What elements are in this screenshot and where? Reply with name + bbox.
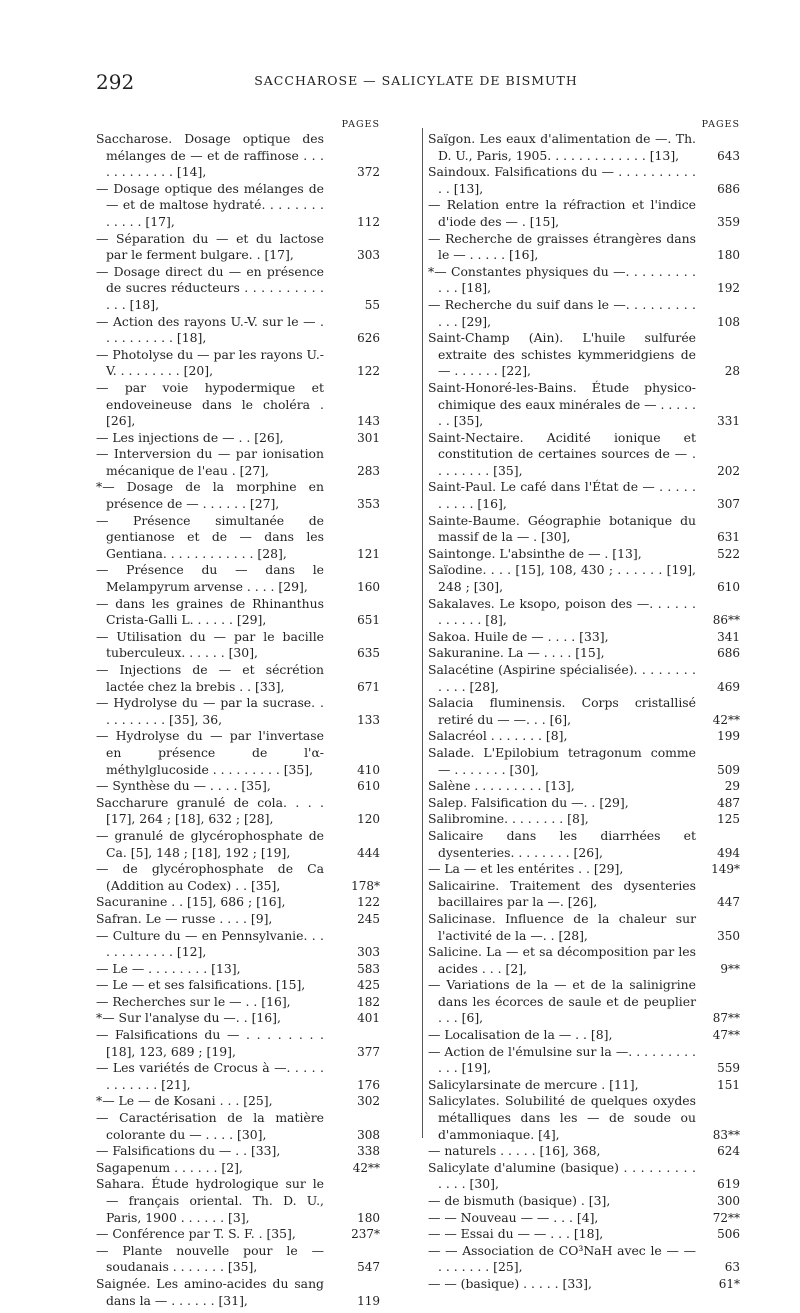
index-entry [96, 1276, 380, 1309]
page-header [96, 70, 736, 98]
entry-text: Sakuranine. La — . . . . [15], [428, 645, 605, 661]
index-entry [428, 629, 740, 646]
index-entry [428, 778, 740, 795]
entry-page: 353 [357, 497, 380, 512]
entry-page: 143 [357, 414, 380, 429]
index-entry [96, 181, 380, 231]
entry-text: Salibromine. . . . . . . . [8], [428, 811, 589, 827]
entry-page: 506 [717, 1227, 740, 1242]
entry-page: 619 [717, 1177, 740, 1192]
entry-text: — par voie hypodermique et endoveineuse dans le choléra . [26], [96, 379, 324, 429]
entry-page: 178* [351, 878, 380, 893]
entry-text: Saccharose. Dosage optique des mélanges de — et de raffinose . . . . . . . . . . . . [14], [96, 131, 324, 180]
index-entry [428, 1027, 740, 1044]
entry-text: — granulé de glycérophosphate de Ca. [5], 148 ; [18], 192 ; [19], [96, 827, 324, 860]
index-entry [96, 977, 380, 994]
index-entry [96, 1010, 380, 1027]
entry-page: 338 [357, 1144, 380, 1159]
index-entry [96, 728, 380, 778]
index-entry [428, 1093, 740, 1143]
index-entry [96, 446, 380, 479]
entry-page: 29 [724, 779, 740, 794]
entry-page: 522 [717, 546, 740, 561]
entry-text: — La — et les entérites . . [29], [428, 861, 624, 877]
entry-page: 237* [351, 1227, 380, 1242]
entry-text: — Le — et ses falsifications. [15], [96, 977, 306, 993]
index-entry [428, 1243, 740, 1276]
entry-text: — Recherche du suif dans le —. . . . . . . . . . . . [29], [428, 296, 696, 329]
entry-page: 643 [717, 148, 740, 163]
entry-text: — Hydrolyse du — par la sucrase. . . . . . . . . . [35], 36, [96, 695, 324, 727]
index-entry [96, 828, 380, 861]
entry-page: 133 [357, 712, 380, 727]
entry-page: 377 [357, 1044, 380, 1059]
entry-page: 509 [717, 762, 740, 777]
entry-page: 341 [717, 629, 740, 644]
index-entry [428, 1077, 740, 1094]
index-entry [96, 1160, 380, 1177]
entry-text: — — Nouveau — — . . . [4], [428, 1209, 599, 1225]
entry-page: 42** [352, 1160, 380, 1175]
index-entry [96, 1027, 380, 1060]
index-entry [428, 1210, 740, 1227]
entry-text: Saintonge. L'absinthe de — . [13], [428, 545, 642, 561]
entry-page: 121 [357, 546, 380, 561]
entry-text: Saccharure granulé de cola. . . . [17], 264 ; [18], 632 ; [28], [96, 794, 324, 827]
index-entry [96, 479, 380, 512]
index-entry [428, 380, 740, 430]
entry-text: — Caractérisation de la matière colorante du — . . . . [30], [96, 1110, 324, 1142]
index-entry [428, 662, 740, 695]
index-entry [428, 297, 740, 330]
index-entry [428, 1143, 740, 1160]
entry-page: 182 [357, 994, 380, 1009]
entry-text: Sakalaves. Le ksopo, poison des —. . . . . . . . . . . . [8], [428, 595, 696, 628]
pages-label-left: PAGES [341, 119, 380, 130]
entry-page: 283 [357, 463, 380, 478]
entry-text: — Le — . . . . . . . . [13], [96, 960, 241, 976]
entry-text: Safran. Le — russe . . . . [9], [96, 910, 273, 926]
entry-text: Salacréol . . . . . . . [8], [428, 728, 568, 744]
index-entry [96, 961, 380, 978]
entry-text: — Présence simultanée de gentianose et de — dans les Gentiana. . . . . . . . . . . . [28], [96, 512, 324, 561]
index-entry [96, 629, 380, 662]
entry-page: 199 [717, 729, 740, 744]
running-title: SACCHAROSE — SALICYLATE DE BISMUTH [254, 73, 578, 88]
index-entry [428, 197, 740, 230]
entry-page: 176 [357, 1077, 380, 1092]
entry-text: Sakoa. Huile de — . . . . [33], [428, 628, 609, 644]
entry-text: Sagapenum . . . . . . [2], [96, 1159, 243, 1175]
entry-text: Sacuranine . . [15], 686 ; [16], [96, 894, 286, 910]
index-entry [96, 861, 380, 894]
entry-text: — Action des rayons U.-V. sur le — . . . . . . . . . . [18], [96, 313, 324, 346]
index-entry [428, 513, 740, 546]
index-entry [428, 645, 740, 662]
entry-page: 63 [724, 1260, 740, 1275]
entry-text: Saïodine. . . . [15], 108, 430 ; . . . . . . [19], 248 ; [30], [428, 562, 696, 595]
entry-page: 302 [357, 1094, 380, 1109]
index-entry [428, 1160, 740, 1193]
index-entry [96, 513, 380, 563]
entry-page: 122 [357, 364, 380, 379]
index-entry [96, 1060, 380, 1093]
pages-label-right: PAGES [701, 119, 740, 130]
entry-text: — Utilisation du — par le bacille tuberculeux. . . . . . [30], [96, 628, 324, 661]
entry-text: — Dosage direct du — en présence de sucres réducteurs . . . . . . . . . . . . . [18], [96, 263, 324, 312]
entry-page: 425 [357, 978, 380, 993]
right-column [428, 118, 740, 1293]
entry-page: 308 [357, 1127, 380, 1142]
entry-page: 331 [717, 414, 740, 429]
index-entry [428, 430, 740, 480]
entry-page: 151 [717, 1077, 740, 1092]
entry-text: — Séparation du — et du lactose par le ferment bulgare. . [17], [96, 230, 324, 263]
entry-text: Salacétine (Aspirine spécialisée). . . . . . . . . . . . [28], [428, 662, 696, 694]
index-entry [428, 131, 740, 164]
index-entry [428, 546, 740, 563]
entry-text: Saint-Nectaire. Acidité ionique et constitution de certaines sources de — . . . . . . . . [35], [428, 429, 696, 478]
entry-text: Salade. L'Epilobium tetragonum comme — . . . . . . . [30], [428, 744, 696, 777]
entry-text: — Falsifications du — . . [33], [96, 1143, 281, 1159]
entry-page: 444 [357, 845, 380, 860]
entry-page: 87** [712, 1011, 740, 1026]
entry-text: — Relation entre la réfraction et l'indice d'iode des — . [15], [428, 197, 696, 229]
index-entry [428, 745, 740, 778]
entry-page: 202 [717, 463, 740, 478]
entry-text: — naturels . . . . . [16], 368, [428, 1143, 601, 1159]
entry-page: 180 [357, 1210, 380, 1225]
entry-text: Salicylarsinate de mercure . [11], [428, 1076, 639, 1092]
index-entry [96, 894, 380, 911]
entry-text: Saint-Paul. Le café dans l'État de — . . . . . . . . . . [16], [428, 479, 696, 512]
entry-text: *— Le — de Kosani . . . [25], [96, 1093, 273, 1109]
entry-page: 83** [712, 1127, 740, 1142]
entry-text: — Injections de — et sécrétion lactée chez la brebis . . [33], [96, 662, 324, 694]
index-entry [428, 828, 740, 861]
entry-page: 350 [717, 928, 740, 943]
entry-page: 108 [717, 314, 740, 329]
entry-text: — Culture du — en Pennsylvanie. . . . . . . . . . . . [12], [96, 927, 324, 960]
column-divider [422, 128, 423, 1138]
entry-text: Salicairine. Traitement des dysenteries bacillaires par la —. [26], [428, 877, 696, 910]
entry-text: — Action de l'émulsine sur la —. . . . . . . . . . . . [19], [428, 1043, 696, 1076]
entry-text: — de bismuth (basique) . [3], [428, 1193, 611, 1208]
entry-page: 624 [717, 1144, 740, 1159]
entry-page: 631 [717, 530, 740, 545]
entry-text: Salacia fluminensis. Corps cristallisé retiré du — —. . . [6], [428, 695, 696, 727]
entry-text: — Conférence par T. S. F. . [35], [96, 1226, 296, 1242]
entry-text: Salep. Falsification du —. . [29], [428, 794, 629, 810]
index-entry [96, 596, 380, 629]
index-entry [428, 562, 740, 595]
entry-text: Salicylates. Solubilité de quelques oxydes métalliques dans les — de soude ou d'ammoniaque. [4], [428, 1093, 696, 1142]
index-entry [428, 977, 740, 1027]
entry-page: 469 [717, 679, 740, 694]
entry-page: 671 [357, 679, 380, 694]
index-entry [96, 347, 380, 380]
entry-page: 303 [357, 945, 380, 960]
entry-text: — Hydrolyse du — par l'invertase en présence de l'α-méthylglucoside . . . . . . . . . [35], [96, 728, 324, 777]
entry-text: *— Sur l'analyse du —. . [16], [96, 1010, 281, 1026]
index-entry [428, 164, 740, 197]
entry-page: 125 [717, 812, 740, 827]
entry-page: 372 [357, 165, 380, 180]
entry-page: 112 [357, 214, 380, 229]
index-entry [428, 811, 740, 828]
index-entry [96, 695, 380, 728]
entry-page: 635 [357, 646, 380, 661]
index-entry [428, 231, 740, 264]
entry-text: — — Essai du — — . . . [18], [428, 1226, 604, 1242]
entry-page: 547 [357, 1260, 380, 1275]
entry-page: 410 [357, 762, 380, 777]
entry-text: — Localisation de la — . . [8], [428, 1027, 613, 1043]
entry-page: 61* [718, 1276, 740, 1291]
entry-page: 180 [717, 248, 740, 263]
entry-page: 301 [357, 430, 380, 445]
entry-text: — Présence du — dans le Melampyrum arvense . . . . [29], [96, 562, 324, 595]
index-entry [96, 231, 380, 264]
index-entry [96, 1176, 380, 1226]
index-entry [428, 795, 740, 812]
index-entry [428, 479, 740, 512]
entry-page: 610 [717, 580, 740, 595]
entry-text: Saint-Champ (Ain). L'huile sulfurée extraite des schistes kymmeridgiens de — . . . . . . [22], [428, 330, 696, 379]
entry-text: — Les variétés de Crocus à —. . . . . . . . . . . . [21], [96, 1060, 324, 1092]
index-entry [428, 264, 740, 297]
entry-text: Salicinase. Influence de la chaleur sur l'activité de la —. . [28], [428, 910, 696, 943]
entry-page: 9** [720, 961, 740, 976]
index-entry [428, 695, 740, 728]
entry-page: 149* [711, 862, 740, 877]
entry-page: 55 [364, 297, 380, 312]
entry-text: Saignée. Les amino-acides du sang dans la — . . . . . . [31], [96, 1275, 324, 1308]
entry-text: *— Constantes physiques du —. . . . . . . . . . . . [18], [428, 263, 696, 296]
index-entry [96, 1243, 380, 1276]
entry-text: — Les injections de — . . [26], [96, 429, 284, 445]
entry-text: Saint-Honoré-les-Bains. Étude physico-chimique des eaux minérales de — . . . . . . . [35], [428, 379, 696, 429]
entry-page: 86** [712, 613, 740, 628]
entry-text: — Variations de la — et de la salinigrine dans les écorces de saule et de peuplier . . . [6], [428, 977, 696, 1026]
index-entry [96, 264, 380, 314]
index-entry [96, 662, 380, 695]
index-entry [96, 1093, 380, 1110]
entry-text: — Interversion du — par ionisation mécanique de l'eau . [27], [96, 446, 324, 478]
entry-page: 494 [717, 845, 740, 860]
entry-page: 122 [357, 895, 380, 910]
entry-text: Sainte-Baume. Géographie botanique du massif de la — . [30], [428, 512, 696, 545]
index-entry [96, 380, 380, 430]
entry-text: — Falsifications du — . . . . . . . . [18], 123, 689 ; [19], [96, 1027, 324, 1059]
entry-page: 42** [712, 712, 740, 727]
entry-page: 559 [717, 1061, 740, 1076]
entry-page: 303 [357, 248, 380, 263]
entry-page: 447 [717, 895, 740, 910]
entry-page: 686 [717, 181, 740, 196]
entry-page: 583 [357, 961, 380, 976]
index-entry [428, 728, 740, 745]
entry-page: 651 [357, 613, 380, 628]
index-entry [428, 1193, 740, 1210]
index-entry [96, 1110, 380, 1143]
entry-text: — Photolyse du — par les rayons U.-V. . . . . . . . . [20], [96, 346, 324, 379]
index-entry [96, 1143, 380, 1160]
index-entry [96, 994, 380, 1011]
entry-text: — — (basique) . . . . . [33], [428, 1275, 592, 1291]
index-entry [96, 795, 380, 828]
entry-page: 160 [357, 580, 380, 595]
entry-text: Saïgon. Les eaux d'alimentation de —. Th. D. U., Paris, 1905. . . . . . . . . . . . . [13], [428, 131, 696, 163]
entry-page: 686 [717, 646, 740, 661]
entry-page: 72** [712, 1210, 740, 1225]
entry-text: *— Dosage de la morphine en présence de — . . . . . . [27], [96, 479, 324, 512]
index-entry [428, 330, 740, 380]
entry-text: Salène . . . . . . . . . [13], [428, 778, 575, 794]
index-entry [428, 1276, 740, 1293]
entry-text: Salicylate d'alumine (basique) . . . . . . . . . . . . . [30], [428, 1159, 696, 1192]
index-entry [428, 944, 740, 977]
index-entry [96, 562, 380, 595]
entry-text: — Recherches sur le — . . [16], [96, 993, 291, 1009]
entry-text: — dans les graines de Rhinanthus Crista-Galli L. . . . . . [29], [96, 595, 324, 628]
entry-text: — — Association de CO³NaH avec le — — . . . . . . . [25], [428, 1242, 696, 1275]
entry-page: 119 [357, 1293, 380, 1308]
entry-page: 626 [357, 331, 380, 346]
entry-text: — Dosage optique des mélanges de — et de maltose hydraté. . . . . . . . . . . . . [17], [96, 180, 324, 229]
index-entry [96, 911, 380, 928]
entry-page: 401 [357, 1011, 380, 1026]
index-entry [428, 878, 740, 911]
entry-text: — Synthèse du — . . . . [35], [96, 778, 271, 794]
left-column [96, 118, 380, 1309]
entry-text: — Recherche de graisses étrangères dans le — . . . . . [16], [428, 230, 696, 263]
entry-page: 192 [717, 281, 740, 296]
entry-page: 245 [357, 911, 380, 926]
entry-page: 28 [724, 364, 740, 379]
entry-text: — de glycérophosphate de Ca (Addition au Codex) . . [35], [96, 861, 324, 893]
entry-page: 300 [717, 1194, 740, 1208]
index-entry [96, 131, 380, 181]
index-entry [428, 861, 740, 878]
entry-page: 359 [717, 214, 740, 229]
entry-text: Salicaire dans les diarrhées et dysenteries. . . . . . . . [26], [428, 827, 696, 860]
entry-text: Sahara. Étude hydrologique sur le — français oriental. Th. D. U., Paris, 1900 . . . . . . [3], [96, 1176, 324, 1225]
entry-page: 487 [717, 795, 740, 810]
entry-page: 47** [712, 1028, 740, 1043]
index-entry [428, 911, 740, 944]
index-entry [96, 430, 380, 447]
index-entry [428, 1226, 740, 1243]
entry-text: Salicine. La — et sa décomposition par les acides . . . [2], [428, 944, 696, 976]
entry-text: Saindoux. Falsifications du — . . . . . . . . . . . . [13], [428, 164, 696, 196]
index-entry [428, 1044, 740, 1077]
entry-page: 610 [357, 779, 380, 794]
entry-text: — Plante nouvelle pour le — soudanais . . . . . . . [35], [96, 1242, 324, 1275]
index-entry [96, 1226, 380, 1243]
page-number: 292 [96, 70, 135, 94]
entry-page: 120 [357, 812, 380, 827]
index-entry [96, 314, 380, 347]
index-entry [96, 928, 380, 961]
entry-page: 307 [717, 497, 740, 512]
index-entry [428, 596, 740, 629]
index-entry [96, 778, 380, 795]
